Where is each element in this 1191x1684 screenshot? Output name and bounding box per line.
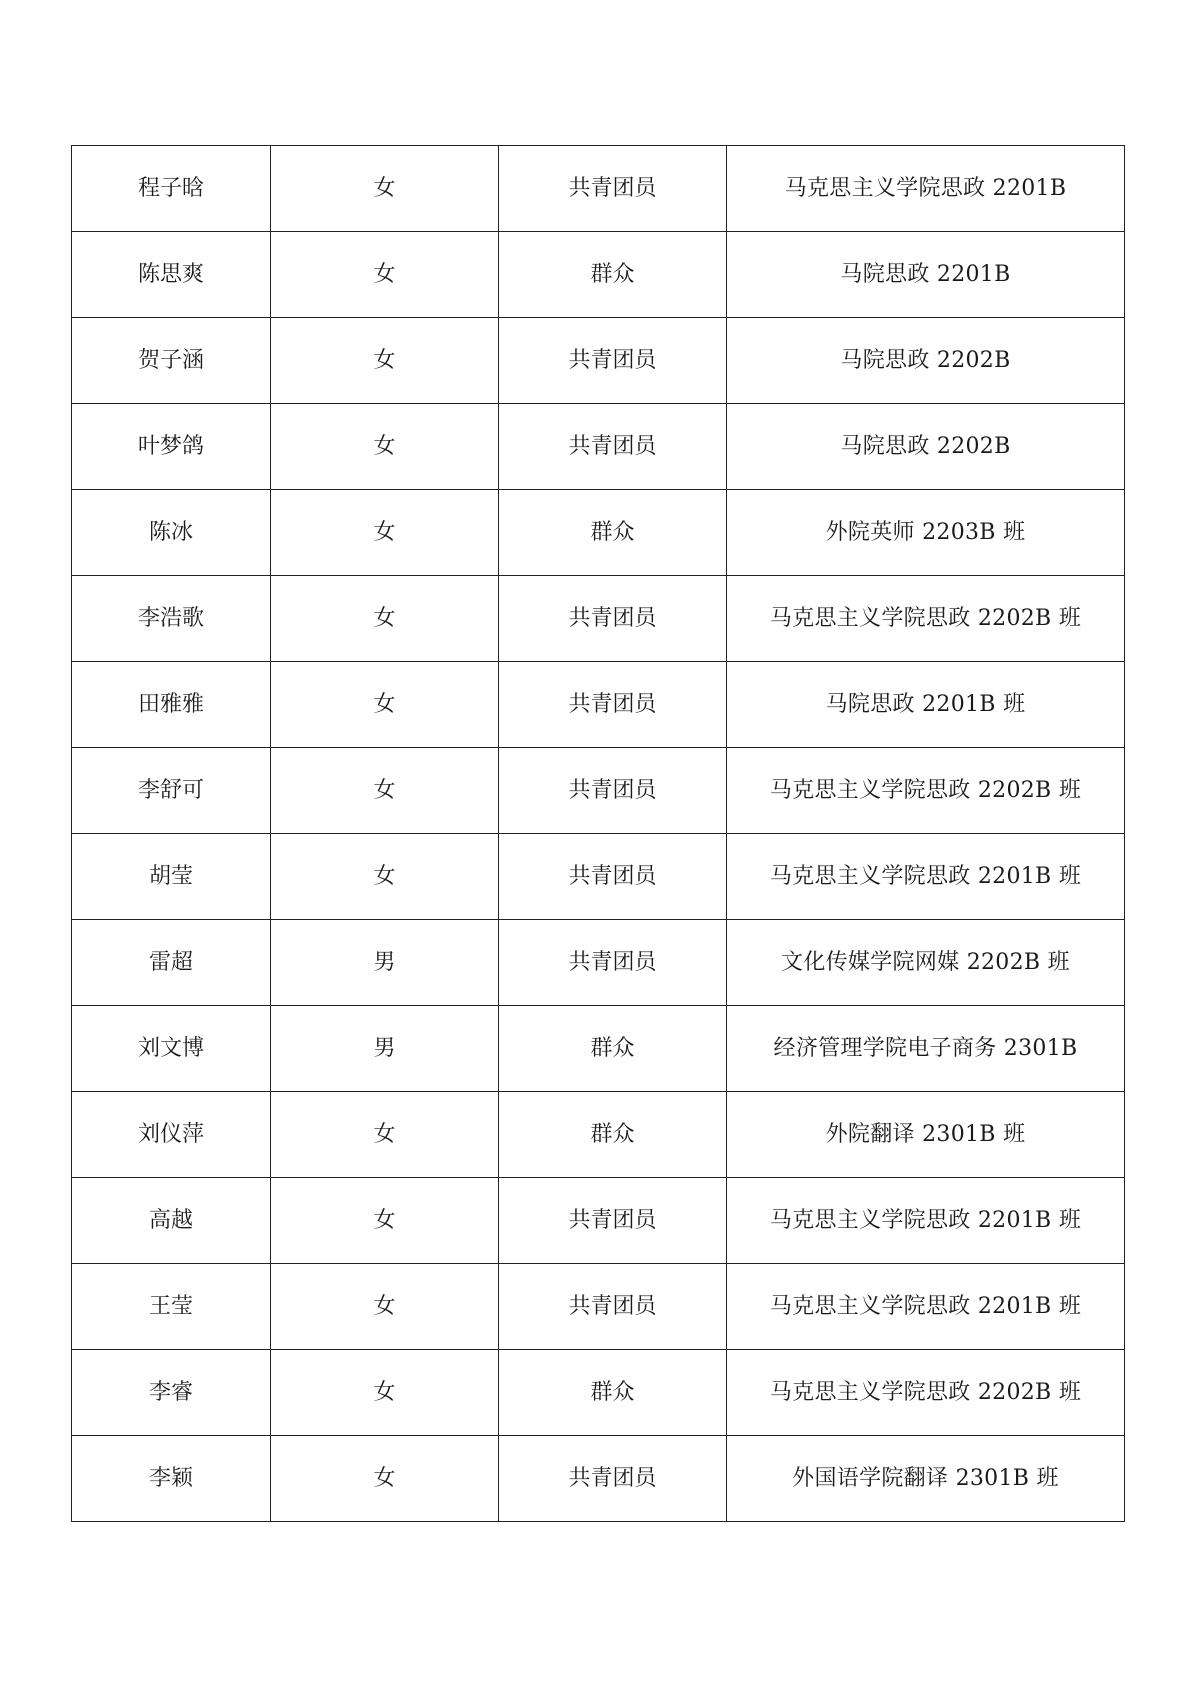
- name-cell: 叶梦鸽: [72, 404, 271, 490]
- political-status-cell: 群众: [499, 1350, 727, 1436]
- name-cell: 李睿: [72, 1350, 271, 1436]
- table-row: [72, 404, 1125, 490]
- name-cell: 李浩歌: [72, 576, 271, 662]
- political-status-cell: 群众: [499, 490, 727, 576]
- gender-cell: 女: [271, 748, 499, 834]
- gender-cell: 女: [271, 1092, 499, 1178]
- political-status-cell: 共青团员: [499, 1178, 727, 1264]
- class-cell: 马克思主义学院思政 2201B: [727, 146, 1125, 232]
- class-cell: 马克思主义学院思政 2202B 班: [727, 576, 1125, 662]
- gender-cell: 女: [271, 318, 499, 404]
- class-cell: 马克思主义学院思政 2202B 班: [727, 1350, 1125, 1436]
- gender-cell: 女: [271, 490, 499, 576]
- table-row: [72, 146, 1125, 232]
- political-status-cell: 共青团员: [499, 920, 727, 1006]
- political-status-cell: 共青团员: [499, 662, 727, 748]
- political-status-cell: 共青团员: [499, 748, 727, 834]
- gender-cell: 女: [271, 1436, 499, 1522]
- name-cell: 李舒可: [72, 748, 271, 834]
- class-cell: 马院思政 2202B: [727, 404, 1125, 490]
- gender-cell: 女: [271, 576, 499, 662]
- name-cell: 高越: [72, 1178, 271, 1264]
- political-status-cell: 共青团员: [499, 318, 727, 404]
- table-row: [72, 1350, 1125, 1436]
- name-cell: 程子晗: [72, 146, 271, 232]
- member-table: [71, 145, 1125, 1522]
- political-status-cell: 共青团员: [499, 1264, 727, 1350]
- table-row: [72, 662, 1125, 748]
- class-cell: 外院翻译 2301B 班: [727, 1092, 1125, 1178]
- name-cell: 李颖: [72, 1436, 271, 1522]
- class-cell: 马克思主义学院思政 2201B 班: [727, 1178, 1125, 1264]
- table-row: [72, 1436, 1125, 1522]
- table-row: [72, 834, 1125, 920]
- political-status-cell: 共青团员: [499, 404, 727, 490]
- table-row: [72, 576, 1125, 662]
- gender-cell: 女: [271, 1350, 499, 1436]
- member-table-body: [72, 146, 1125, 1522]
- political-status-cell: 群众: [499, 1006, 727, 1092]
- political-status-cell: 群众: [499, 1092, 727, 1178]
- name-cell: 刘文博: [72, 1006, 271, 1092]
- gender-cell: 女: [271, 834, 499, 920]
- table-row: [72, 318, 1125, 404]
- class-cell: 外院英师 2203B 班: [727, 490, 1125, 576]
- political-status-cell: 群众: [499, 232, 727, 318]
- table-row: [72, 1006, 1125, 1092]
- name-cell: 雷超: [72, 920, 271, 1006]
- gender-cell: 女: [271, 1178, 499, 1264]
- gender-cell: 男: [271, 1006, 499, 1092]
- name-cell: 陈思爽: [72, 232, 271, 318]
- class-cell: 马院思政 2201B 班: [727, 662, 1125, 748]
- name-cell: 陈冰: [72, 490, 271, 576]
- name-cell: 田雅雅: [72, 662, 271, 748]
- table-row: [72, 748, 1125, 834]
- gender-cell: 女: [271, 404, 499, 490]
- name-cell: 王莹: [72, 1264, 271, 1350]
- table-row: [72, 920, 1125, 1006]
- gender-cell: 男: [271, 920, 499, 1006]
- class-cell: 文化传媒学院网媒 2202B 班: [727, 920, 1125, 1006]
- table-row: [72, 1178, 1125, 1264]
- political-status-cell: 共青团员: [499, 576, 727, 662]
- class-cell: 经济管理学院电子商务 2301B: [727, 1006, 1125, 1092]
- gender-cell: 女: [271, 1264, 499, 1350]
- gender-cell: 女: [271, 232, 499, 318]
- class-cell: 外国语学院翻译 2301B 班: [727, 1436, 1125, 1522]
- table-row: [72, 490, 1125, 576]
- class-cell: 马克思主义学院思政 2201B 班: [727, 834, 1125, 920]
- class-cell: 马院思政 2201B: [727, 232, 1125, 318]
- gender-cell: 女: [271, 662, 499, 748]
- name-cell: 胡莹: [72, 834, 271, 920]
- class-cell: 马院思政 2202B: [727, 318, 1125, 404]
- name-cell: 刘仪萍: [72, 1092, 271, 1178]
- table-row: [72, 1092, 1125, 1178]
- political-status-cell: 共青团员: [499, 834, 727, 920]
- political-status-cell: 共青团员: [499, 146, 727, 232]
- table-row: [72, 1264, 1125, 1350]
- class-cell: 马克思主义学院思政 2201B 班: [727, 1264, 1125, 1350]
- class-cell: 马克思主义学院思政 2202B 班: [727, 748, 1125, 834]
- table-row: [72, 232, 1125, 318]
- political-status-cell: 共青团员: [499, 1436, 727, 1522]
- gender-cell: 女: [271, 146, 499, 232]
- name-cell: 贺子涵: [72, 318, 271, 404]
